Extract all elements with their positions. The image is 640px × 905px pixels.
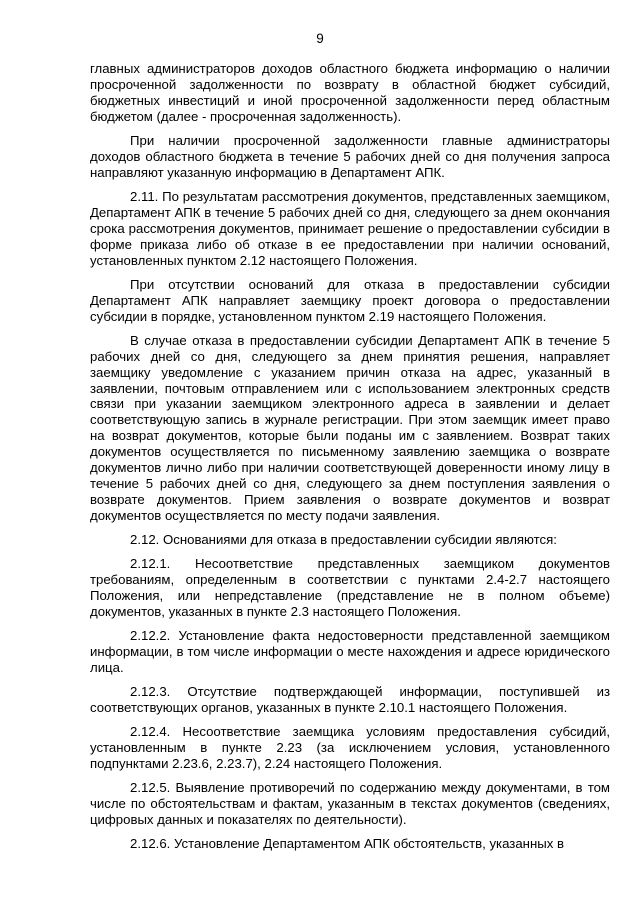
clause-2-12-2: 2.12.2. Установление факта недостоверности представленной заемщиком информации, в том числе информации о месте нахождения и адресе юридического лица.	[90, 628, 610, 675]
paragraph-continuation: главных администраторов доходов областного бюджета информацию о наличии просроченной задолженности по возврату в областной бюджет субсидий, бюджетных инвестиций и иной просроченной задолженности перед областным бюджетом (далее - просроченная задолженность).	[90, 61, 610, 124]
clause-2-12-4: 2.12.4. Несоответствие заемщика условиям предоставления субсидий, установленным в пункте 2.23 (за исключением условия, установленного подпунктами 2.23.6, 2.23.7), 2.24 настоящего Положения.	[90, 724, 610, 772]
clause-2-12-1: 2.12.1. Несоответствие представленных заемщиком документов требованиям, определенным в соответствии с пунктами 2.4-2.7 настоящего Положения, или непредставление (представление не в полном объеме) документов, указанных в пункте 2.3 настоящего Положения.	[90, 556, 610, 619]
clause-2-12-3: 2.12.3. Отсутствие подтверждающей информации, поступившей из соответствующих органов, указанных в пункте 2.10.1 настоящего Положения.	[90, 684, 610, 715]
page-number: 9	[316, 31, 324, 46]
clause-2-12: 2.12. Основаниями для отказа в предоставлении субсидии являются:	[130, 531, 557, 547]
clause-2-12-5: 2.12.5. Выявление противоречий по содержанию между документами, в том числе по обстоятельствам и фактам, указанным в текстах документов (сведениях, цифровых данных и показателях по деятельности).	[90, 780, 610, 828]
paragraph: При наличии просроченной задолженности главные администраторы доходов областного бюджета в течение 5 рабочих дней со дня получения запроса направляют указанную информацию в Департамент АПК.	[90, 132, 610, 180]
document-body	[90, 61, 610, 860]
paragraph: В случае отказа в предоставлении субсидии Департамент АПК в течение 5 рабочих дней со дня, следующего за днем принятия решения, направляет заемщику уведомление с указанием причин отказа на адрес, указанный в заявлении, почтовым отправлением или с использованием электронных средств связи при указании заемщиком электронного адреса в заявлении и делает соответствующую запись в журнале регистрации. При этом заемщик имеет право на возврат документов, которые были поданы им с заявлением. Возврат таких документов осуществляется по письменному заявлению заемщика о возврате документов лично либо при наличии соответствующей доверенности иному лицу в течение 5 рабочих дней со дня, следующего за днем поступления заявления о возврате документов. Прием заявления о возврате документов и возврат документов осуществляется по месту подачи заявления.	[90, 332, 610, 523]
paragraph: При отсутствии оснований для отказа в предоставлении субсидии Департамент АПК направляет заемщику проект договора о предоставлении субсидии в порядке, установленном пунктом 2.19 настоящего Положения.	[90, 276, 610, 324]
clause-2-12-6: 2.12.6. Установление Департаментом АПК обстоятельств, указанных в	[130, 836, 564, 852]
clause-2-11: 2.11. По результатам рассмотрения документов, представленных заемщиком, Департамент АПК в течение 5 рабочих дней со дня, следующего за днем окончания срока рассмотрения документов, принимает решение о предоставлении субсидии в форме приказа либо об отказе в ее предоставлении при наличии оснований, установленных пунктом 2.12 настоящего Положения.	[90, 188, 610, 268]
